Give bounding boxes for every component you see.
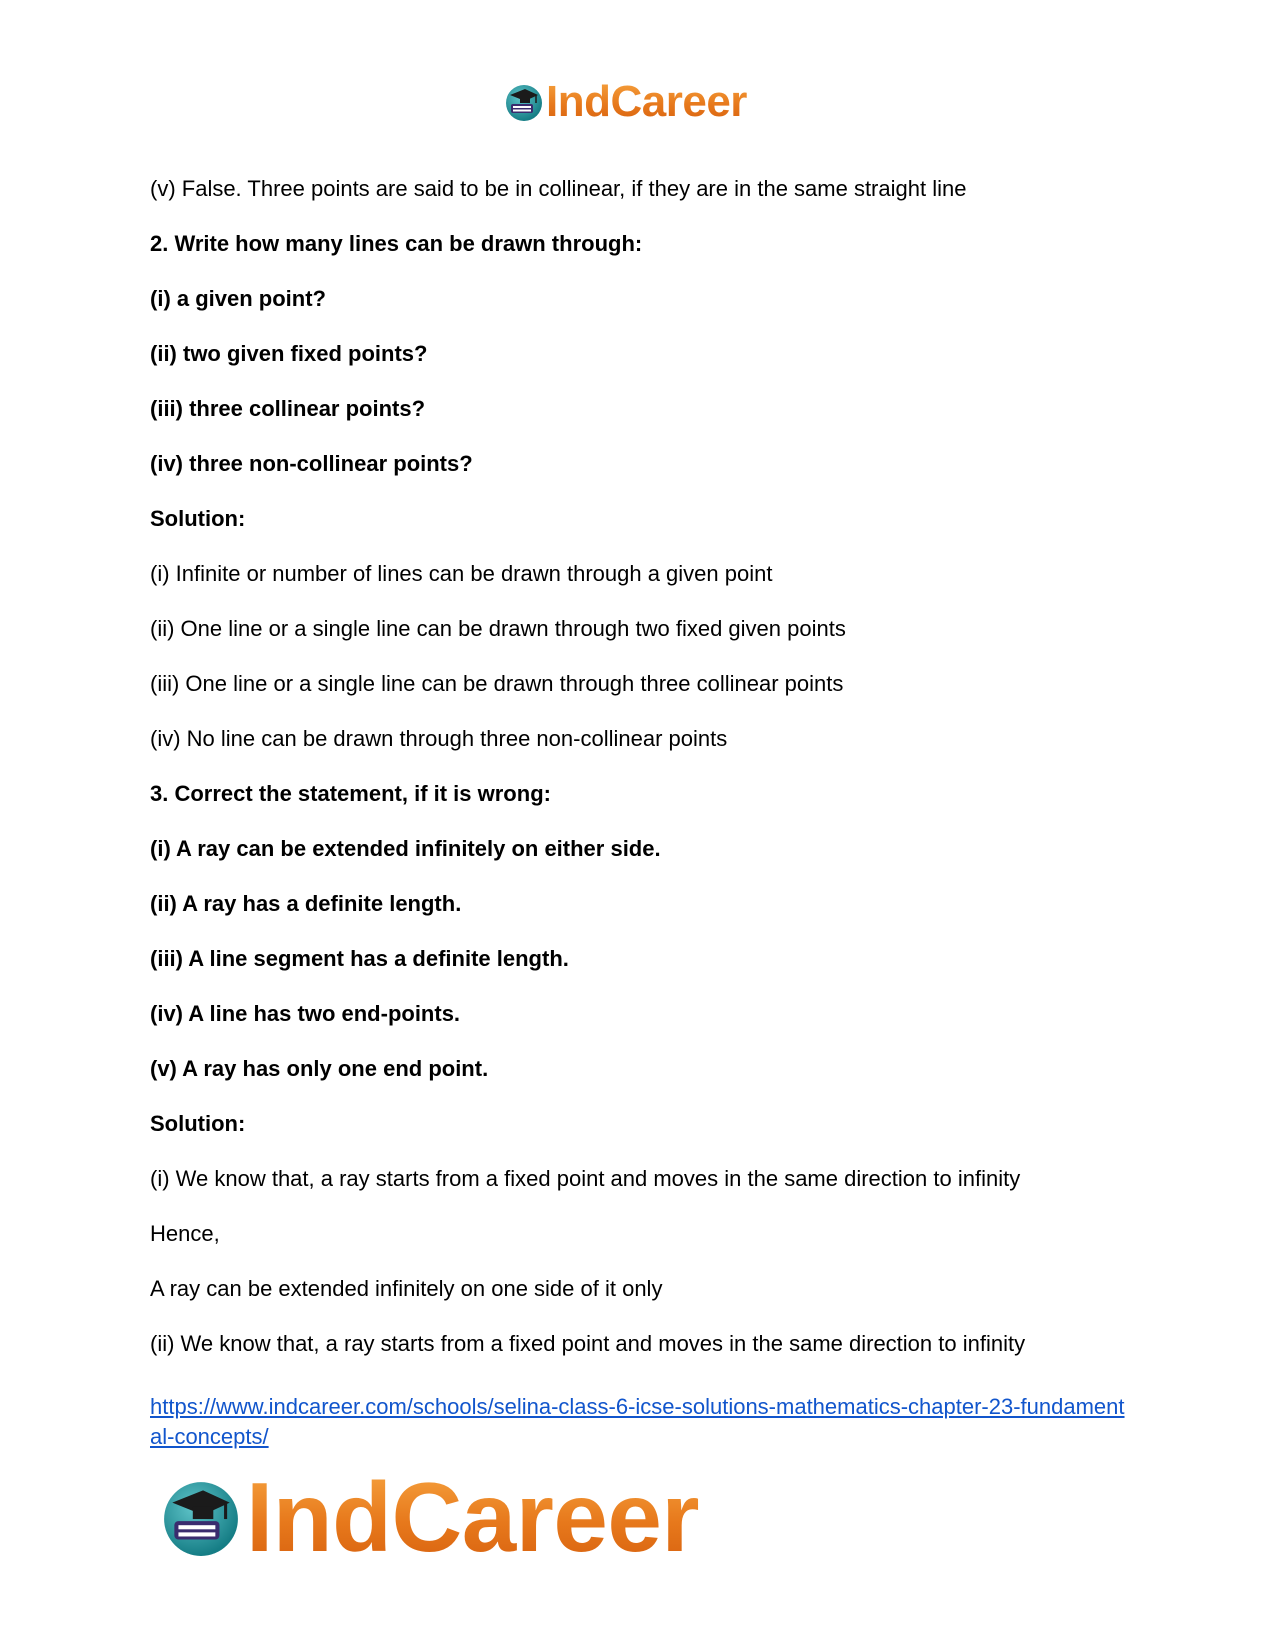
paragraph-text: (iii) One line or a single line can be drawn through three collinear points [150,671,844,696]
question-text: (i) a given point? [150,286,326,311]
paragraph-text: (iv) No line can be drawn through three non-collinear points [150,726,728,751]
paragraph-text: (v) False. Three points are said to be in collinear, if they are in the same straight line [150,176,967,201]
header-logo [504,77,747,126]
logo-wordmark: IndCareer [246,1462,700,1572]
paragraph-text: (ii) One line or a single line can be drawn through two fixed given points [150,616,846,641]
question-text: (iv) three non-collinear points? [150,451,473,476]
question-text: Solution: [150,506,246,531]
question-text: 2. Write how many lines can be drawn through: [150,231,643,256]
paragraph-text: (ii) We know that, a ray starts from a fixed point and moves in the same direction to infinity [150,1331,1026,1356]
document-body [150,174,1130,1384]
paragraph-text: (i) Infinite or number of lines can be drawn through a given point [150,561,773,586]
question-text: (v) A ray has only one end point. [150,1056,489,1081]
question-text: (iv) A line has two end-points. [150,1001,461,1026]
graduation-cap-book-globe-icon [160,1476,242,1558]
question-text: Solution: [150,1111,246,1136]
source-link[interactable]: https://www.indcareer.com/schools/selina-class-6-icse-solutions-mathematics-chapter-23-fundamental-concepts/ [150,1394,1125,1449]
question-text: (ii) A ray has a definite length. [150,891,462,916]
question-text: (i) A ray can be extended infinitely on either side. [150,836,661,861]
paragraph-text: Hence, [150,1221,220,1246]
footer-logo [160,1462,700,1572]
paragraph-text: (i) We know that, a ray starts from a fixed point and moves in the same direction to infinity [150,1166,1021,1191]
question-text: (iii) three collinear points? [150,396,426,421]
question-text: (ii) two given fixed points? [150,341,428,366]
paragraph-text: A ray can be extended infinitely on one side of it only [150,1276,663,1301]
graduation-cap-book-globe-icon [504,82,544,122]
question-text: 3. Correct the statement, if it is wrong: [150,781,551,806]
logo-wordmark: IndCareer [546,77,747,126]
question-text: (iii) A line segment has a definite length. [150,946,569,971]
